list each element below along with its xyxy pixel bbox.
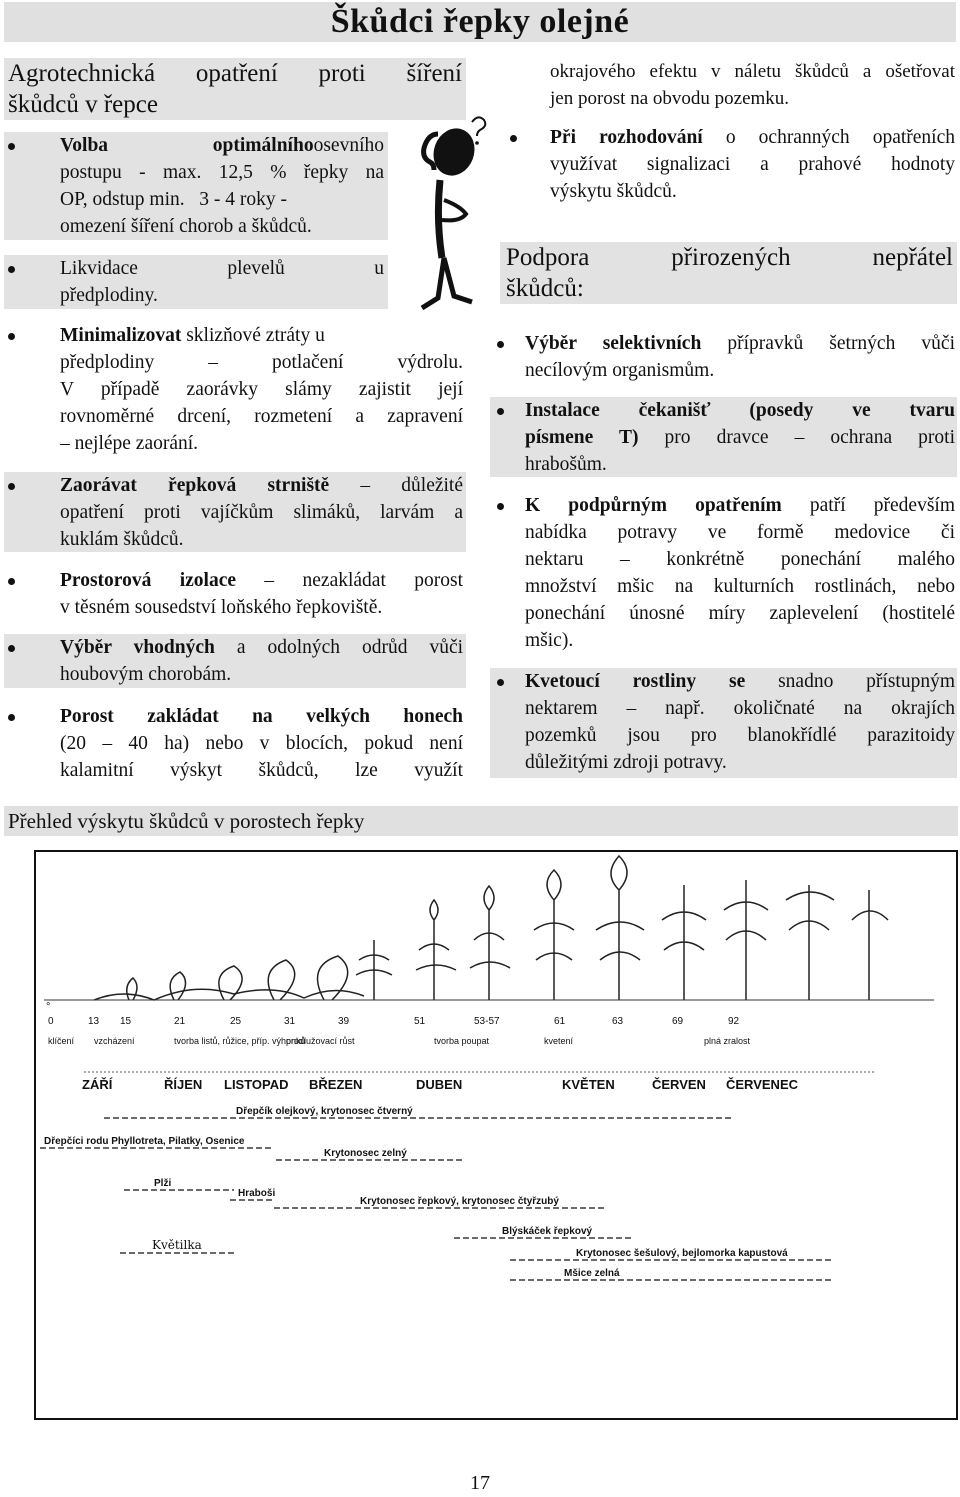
stage-code: 92 [728,1016,740,1027]
left-heading: Agrotechnická opatření proti šíření škůdců v řepce [4,58,466,120]
pest-label: Dřepčíci rodu Phyllotreta, Pilatky, Osenice [44,1136,245,1147]
stage-code: 25 [230,1016,242,1027]
plant-growth-illustration [94,856,888,1000]
stage-code: 15 [120,1016,132,1027]
stage-code: 63 [612,1016,624,1027]
month-label: ČERVENEC [726,1077,799,1092]
right-continuation: okrajového efektu v náletu škůdců a ošetřovat jen porost na obvodu pozemku. [550,61,955,109]
stage-code: 53-57 [474,1016,500,1027]
stage-code: 69 [672,1016,684,1027]
left-item-7: Porost zakládat na velkých honech (20 – 40 ha) nebo v blocích, pokud není kalamitní výskyt škůdců, lze využít [60,703,463,784]
pest-occurrence-chart [34,850,958,1420]
left-item-2: Likvidace plevelů u předplodiny. [60,255,384,309]
stage-code: 13 [88,1016,100,1027]
pest-label: Krytonosec zelný [324,1148,407,1159]
right-heading: Podpora přirozených nepřátel škůdců: [500,242,957,304]
right-item-decision: Při rozhodování o ochranných opatřeních využívat signalizaci a prahové hodnoty výskytu škůdců. [550,124,955,205]
left-item-4: Zaorávat řepková strniště – důležité opatření proti vajíčkům slimáků, larvám a kuklám škůdců. [60,472,463,553]
stage-code: 31 [284,1016,296,1027]
month-label: ŘÍJEN [164,1077,203,1092]
pest-label: Krytonosec šešulový, bejlomorka kapustová [576,1248,788,1259]
page-title: Škůdci řepky olejné [330,3,630,40]
pest-label: Krytonosec řepkový, krytonosec čtyřzubý [360,1196,559,1207]
right-item-3: K podpůrným opatřením patří především nabídka potravy ve formě medovice či nektaru – konkrétně ponechání malého množství mšic na kulturních rostlinách, nebo ponechání únosné míry zaplevelení (hostitelé mšic). [525,492,955,654]
right-item-1: Výběr selektivních přípravků šetrných vůči necílovým organismům. [525,330,955,384]
stage-name: prodlužovací růst [286,1036,355,1046]
svg-text:°: ° [46,1001,51,1013]
left-item-5: Prostorová izolace – nezakládat porost v těsném sousedství loňského řepkoviště. [60,567,463,621]
month-label: BŘEZEN [309,1077,363,1092]
page-number: 17 [470,1472,490,1494]
pest-label: Květilka [152,1238,202,1252]
stage-code: 39 [338,1016,350,1027]
right-item-2: Instalace čekanišť (posedy ve tvaru písmene T) pro dravce – ochrana proti hrabošům. [525,397,955,478]
pest-label: Mšice zelná [564,1268,620,1279]
pest-label: Blýskáček řepkový [502,1226,593,1237]
stage-name: plná zralost [704,1036,751,1046]
stage-code: 21 [174,1016,186,1027]
pest-label: Hraboši [238,1188,276,1199]
left-item-1: Volba optimálního osevního postupu - max. 12,5 % řepky na OP, odstup min. 3 - 4 roky - omezení šíření chorob a škůdců. [60,132,384,240]
left-item-6: Výběr vhodných a odolných odrůd vůči houbovým chorobám. [60,634,463,688]
stage-name: klíčení [48,1036,75,1046]
stage-name: tvorba poupat [434,1036,490,1046]
month-label: LISTOPAD [224,1077,289,1092]
stage-name: vzcházení [94,1036,135,1046]
month-label: ZÁŘÍ [82,1077,113,1092]
right-item-4: Kvetoucí rostliny se snadno přístupným nektarem – např. okoličnaté na okrajích pozemků jsou pro blanokřídlé parazitoidy důležitými zdroji potravy. [525,668,955,776]
pest-label: Dřepčík olejkový, krytonosec čtverný [236,1106,413,1117]
stage-name: kvetení [544,1036,574,1046]
month-label: ČERVEN [652,1077,706,1092]
thinking-figure-illustration [400,112,490,318]
pest-label: Plži [154,1178,172,1189]
stage-code: 0 [48,1016,54,1027]
month-label: KVĚTEN [562,1077,615,1092]
left-item-3: Minimalizovat sklizňové ztráty u předplodiny – potlačení výdrolu. V případě zaorávky slámy zajistit její rovnoměrné drcení, rozmetení a zapravení – nejlépe zaorání. [60,322,463,457]
stage-code: 51 [414,1016,426,1027]
stage-code: 61 [554,1016,566,1027]
chart-heading: Přehled výskytu škůdců v porostech řepky [4,806,958,836]
month-label: DUBEN [416,1077,463,1092]
page-title-bar [0,0,960,44]
stage-name: tvorba listů, růžice, příp. výhonků [174,1036,306,1046]
